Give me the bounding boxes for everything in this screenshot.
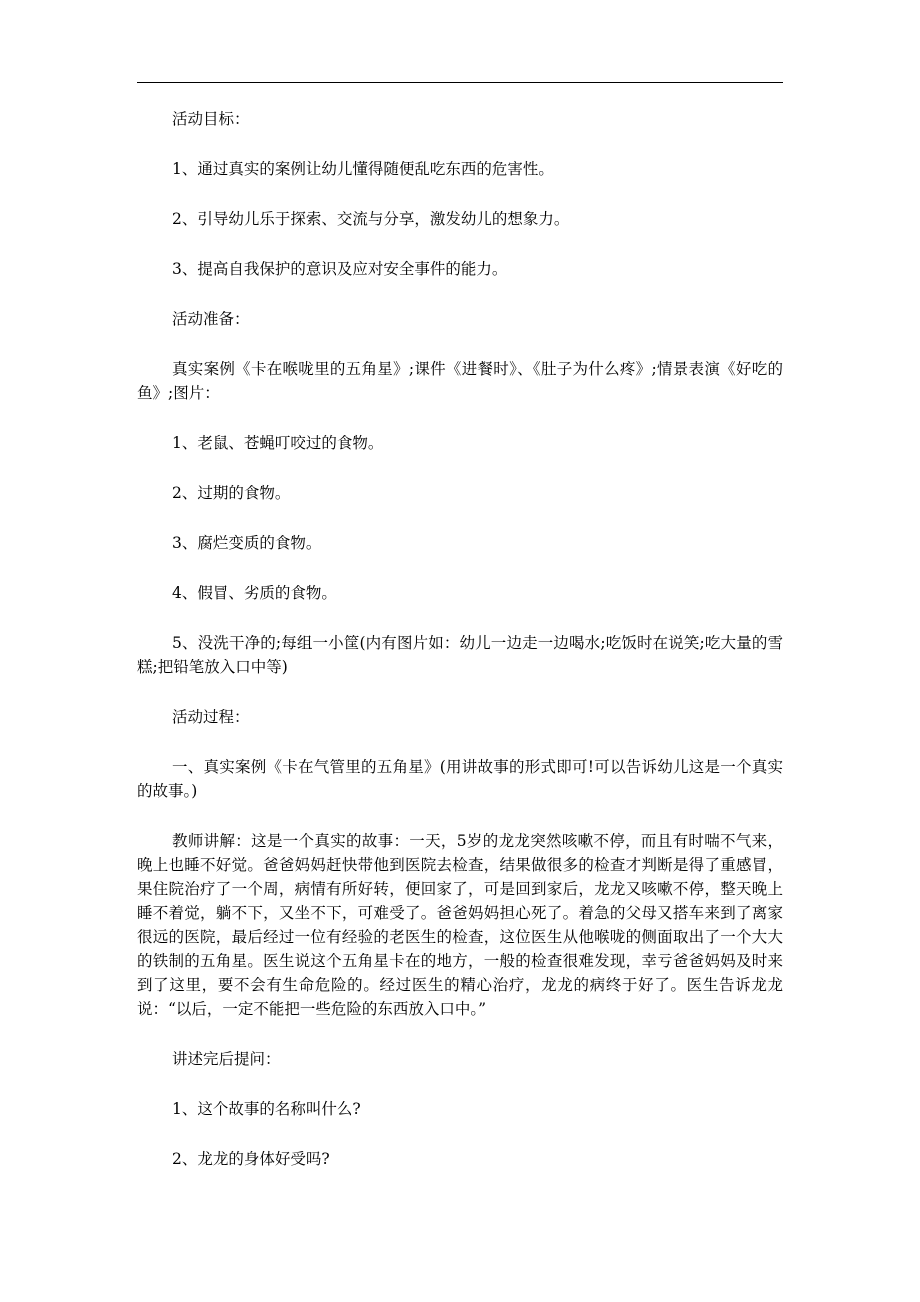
question-2: 2、龙龙的身体好受吗?	[172, 1150, 330, 1168]
heading-activity-process: 活动过程：	[172, 708, 250, 726]
picture-item-3: 3、腐烂变质的食物。	[172, 534, 322, 552]
question-1: 1、这个故事的名称叫什么?	[172, 1100, 361, 1118]
goal-item-2: 2、引导幼儿乐于探索、交流与分享，激发幼儿的想象力。	[172, 210, 570, 228]
goal-item-3: 3、提高自我保护的意识及应对安全事件的能力。	[172, 260, 508, 278]
picture-item-5: 5、没洗干净的;每组一小筐(内有图片如：幼儿一边走一边喝水;吃饭时在说笑;吃大量的雪糕;把铅笔放入口中等)	[137, 634, 783, 676]
header-rule	[137, 82, 783, 83]
process-step-1: 一、真实案例《卡在气管里的五角星》(用讲故事的形式即可!可以告诉幼儿这是一个真实的故事。)	[137, 758, 783, 800]
heading-activity-goals: 活动目标：	[172, 110, 250, 128]
teacher-story: 教师讲解：这是一个真实的故事：一天，5岁的龙龙突然咳嗽不停，而且有时喘不气来，晚上也睡不好觉。爸爸妈妈赶快带他到医院去检查，结果做很多的检查才判断是得了重感冒，果住院治疗了一个周，病情有所好转，便回家了，可是回到家后，龙龙又咳嗽不停，整天晚上睡不着觉，躺不下，又坐不下，可难受了。爸爸妈妈担心死了。着急的父母又搭车来到了离家很远的医院，最后经过一位有经验的老医生的检查，这位医生从他喉咙的侧面取出了一个大大的铁制的五角星。医生说这个五角星卡在的地方，一般的检查很难发现，幸亏爸爸妈妈及时来到了这里，要不会有生命危险的。经过医生的精心治疗，龙龙的病终于好了。医生告诉龙龙说：“以后，一定不能把一些危险的东西放入口中。”	[137, 832, 783, 1018]
picture-item-2: 2、过期的食物。	[172, 484, 291, 502]
preparation-materials: 真实案例《卡在喉咙里的五角星》;课件《进餐时》、《肚子为什么疼》;情景表演《好吃的鱼》;图片：	[137, 360, 783, 402]
picture-item-1: 1、老鼠、苍蝇叮咬过的食物。	[172, 434, 384, 452]
heading-questions: 讲述完后提问：	[172, 1050, 281, 1068]
picture-item-4: 4、假冒、劣质的食物。	[172, 584, 337, 602]
goal-item-1: 1、通过真实的案例让幼儿懂得随便乱吃东西的危害性。	[172, 160, 554, 178]
document-body	[137, 107, 783, 1197]
heading-activity-preparation: 活动准备：	[172, 310, 250, 328]
